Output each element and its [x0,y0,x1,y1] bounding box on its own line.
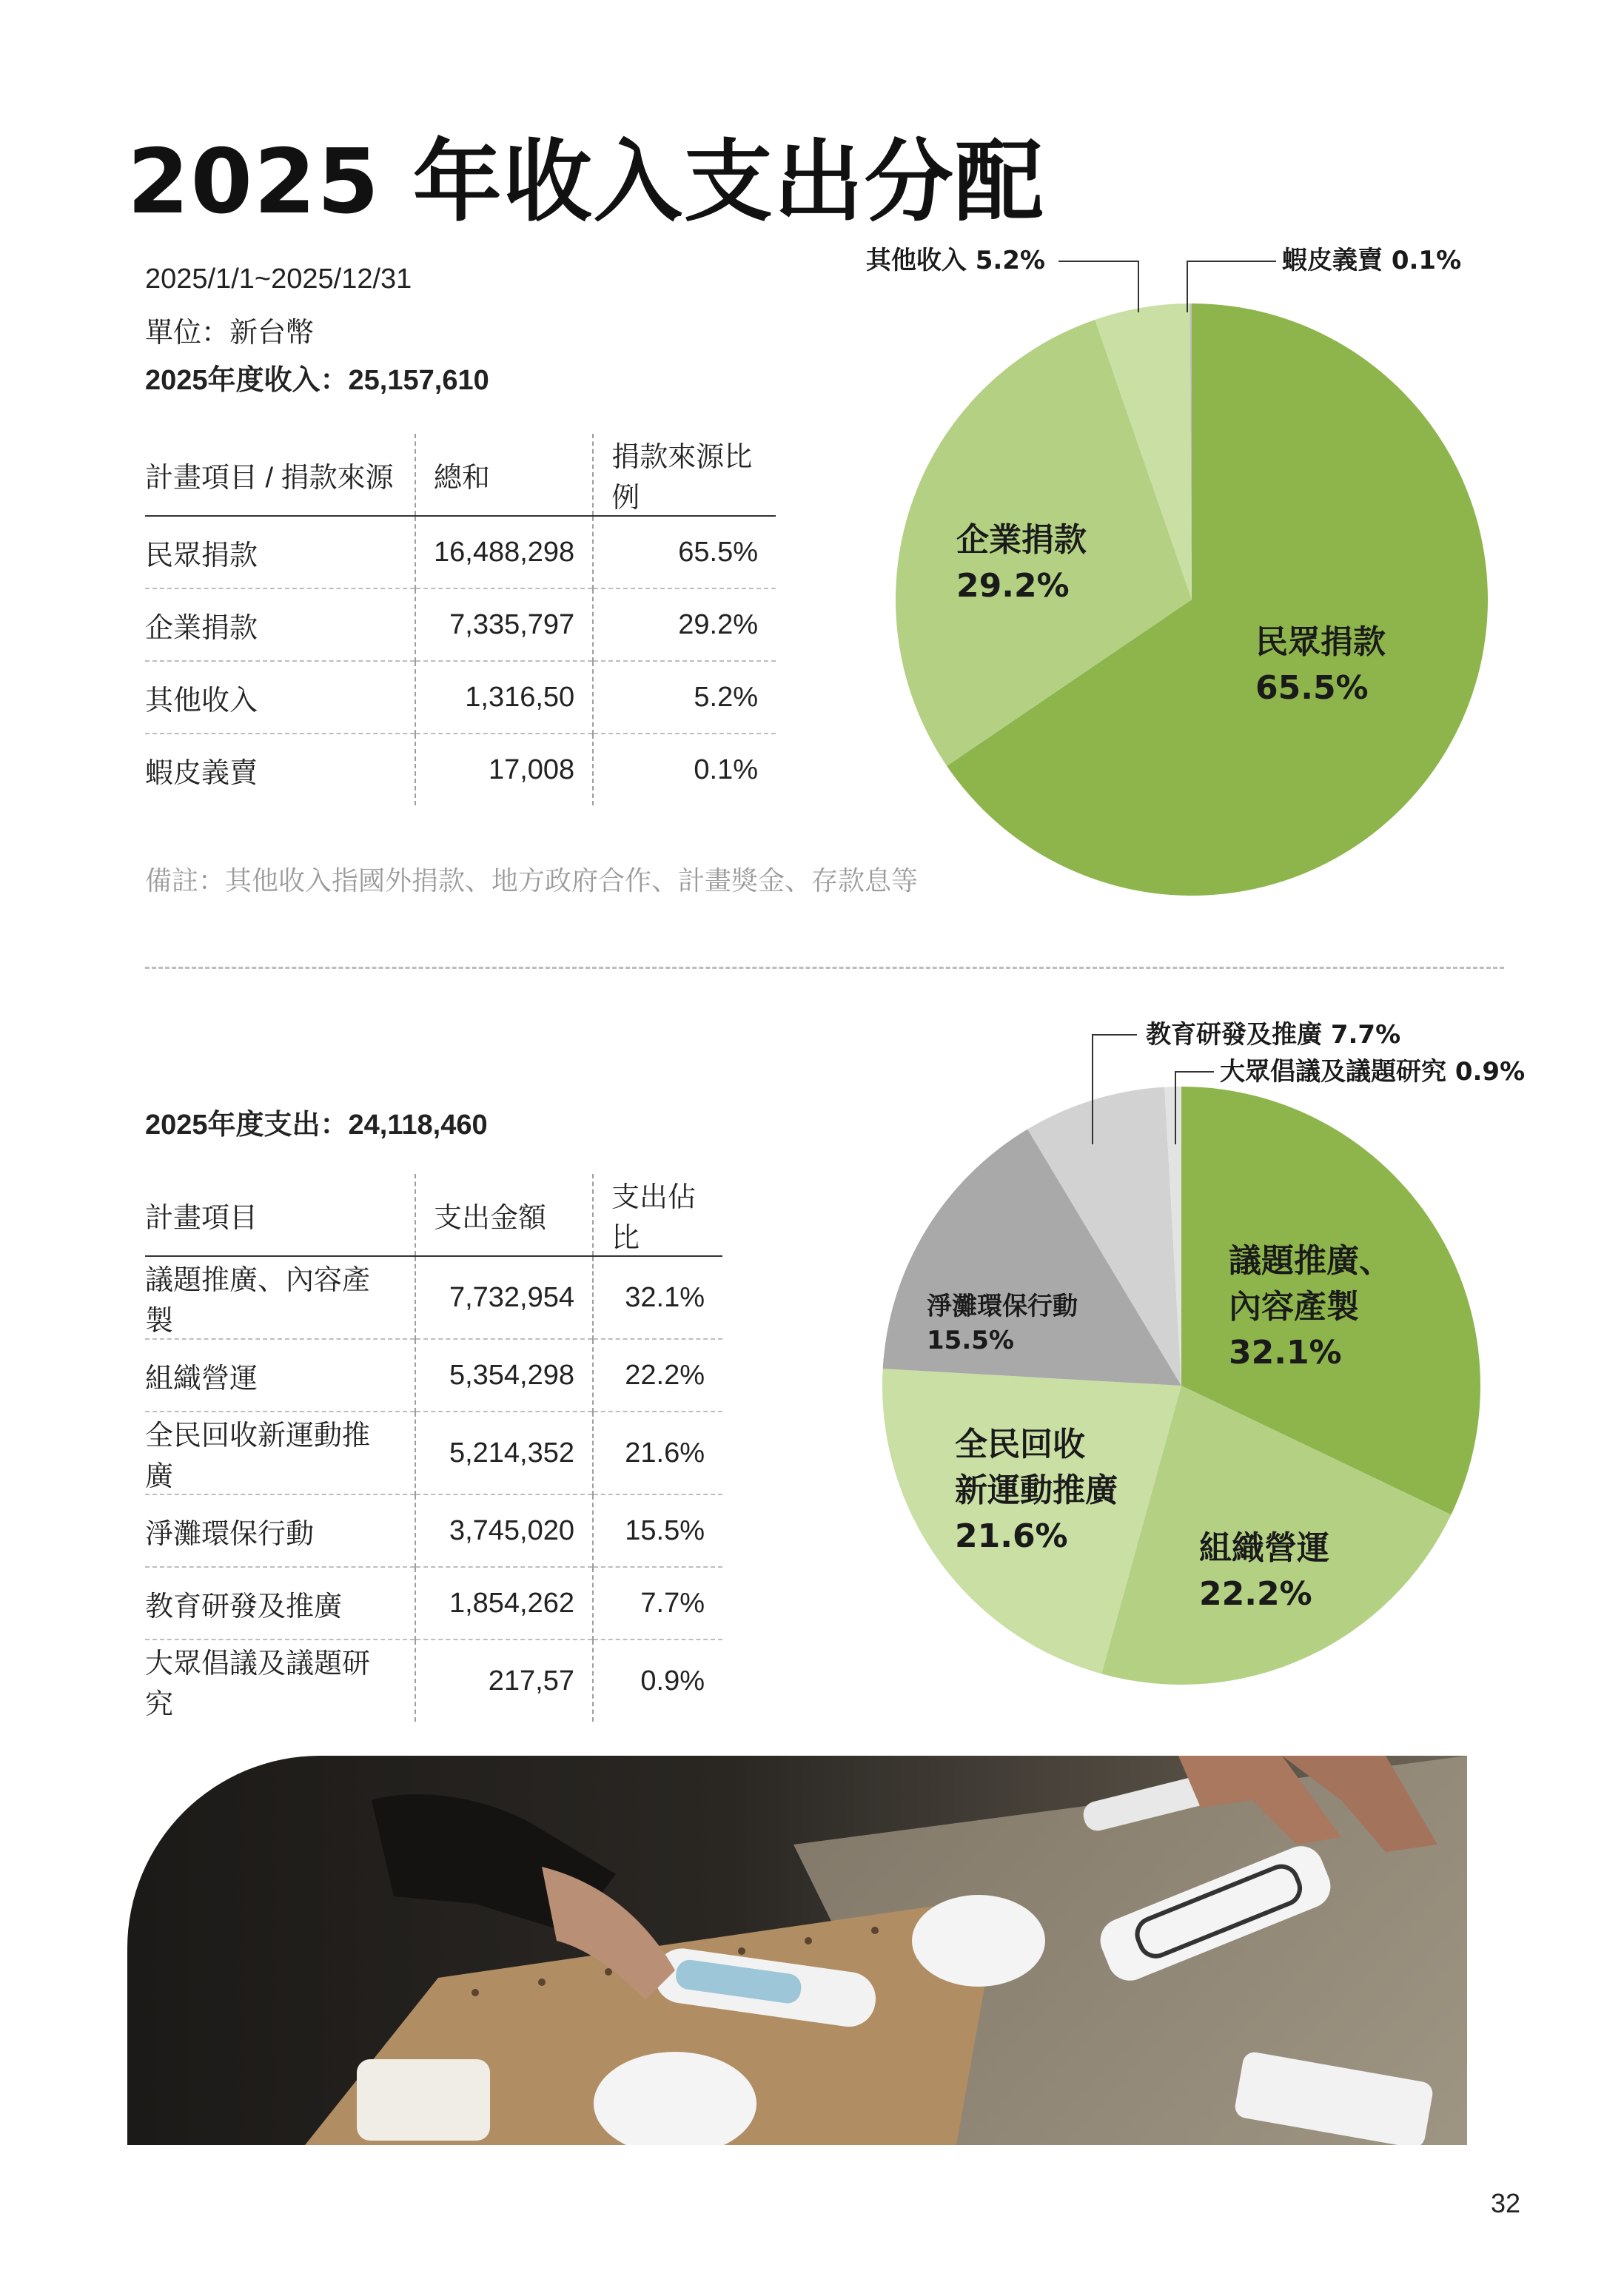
income-pie-chart [814,222,1624,933]
pie-label-text: 15.5% [927,1326,1014,1355]
pie-label-text: 21.6% [955,1517,1068,1555]
pie-label-text: 組織營運 [1199,1529,1329,1567]
income-row-ratio: 0.1% [593,734,776,805]
income-row-name: 民眾捐款 [145,516,415,588]
income-row-total: 17,008 [415,734,593,805]
expense-row-ratio: 15.5% [593,1494,722,1567]
expense-row-ratio: 7.7% [593,1567,722,1640]
section-divider [145,967,1504,969]
pie-label-text: 企業捐款 [956,521,1087,559]
pie-label-text: 民眾捐款 [1255,623,1386,661]
income-note: 備註：其他收入指國外捐款、地方政府合作、計畫獎金、存款息等 [145,865,919,896]
table-row [145,1339,722,1412]
pie-label-text: 新運動推廣 [955,1471,1118,1509]
expense-row-total: 7,732,954 [415,1256,593,1339]
expense-table [145,1174,722,1722]
income-header-total: 總和 [415,434,593,516]
income-row-total: 16,488,298 [415,516,593,588]
income-header-ratio: 捐款來源比例 [593,434,776,516]
expense-row-name: 教育研發及推廣 [145,1567,415,1640]
expense-row-total: 5,214,352 [415,1412,593,1494]
workshop-photo [127,1756,1467,2145]
pie-slice-label [1220,1057,1525,1087]
expense-header-total: 支出金額 [415,1174,593,1256]
income-row-name: 蝦皮義賣 [145,734,415,805]
expense-row-ratio: 0.9% [593,1640,722,1722]
table-row [145,516,776,588]
income-row-ratio: 29.2% [593,588,776,661]
pie-label-text: 22.2% [1199,1575,1312,1613]
expense-row-name: 議題推廣、內容產製 [145,1256,415,1339]
expense-row-ratio: 21.6% [593,1412,722,1494]
expense-header-item: 計畫項目 [145,1174,415,1256]
expense-row-total: 5,354,298 [415,1339,593,1412]
pie-slice-label [1146,1020,1400,1050]
income-row-ratio: 65.5% [678,536,758,568]
pie-label-text: 29.2% [956,567,1070,605]
expense-row-total: 3,745,020 [415,1494,593,1567]
pie-label-text: 32.1% [1229,1334,1342,1372]
expense-row-name: 組織營運 [145,1339,415,1412]
expense-row-name: 全民回收新運動推廣 [145,1412,415,1494]
expense-row-total: 217,57 [415,1640,593,1722]
income-row-ratio: 5.2% [593,661,776,734]
income-row-total: 7,335,797 [415,588,593,661]
expense-row-ratio: 22.2% [593,1339,722,1412]
income-header-item: 計畫項目 / 捐款來源 [145,434,415,516]
income-date-range: 2025/1/1~2025/12/31 [145,264,412,295]
callout-line [1058,261,1138,312]
pie-label-text: 大眾倡議及議題研究 0.9% [1220,1057,1526,1087]
income-row-name: 企業捐款 [145,588,415,661]
expense-row-total: 1,854,262 [415,1567,593,1640]
expense-row-ratio: 32.1% [625,1281,705,1313]
income-unit: 單位：新台幣 [145,318,315,349]
pie-label-text: 議題推廣、 [1229,1242,1392,1280]
expense-header-ratio: 支出佔比 [593,1174,722,1256]
pie-label-text: 65.5% [1255,669,1369,707]
page-number: 32 [1491,2188,1521,2218]
pie-label-text: 淨灘環保行動 [927,1292,1078,1321]
income-row-name: 其他收入 [145,661,415,734]
table-row [145,1256,722,1339]
income-total: 2025年度收入：25,157,610 [145,365,489,396]
pie-label-text: 全民回收 [955,1426,1085,1463]
income-table [145,434,776,805]
table-row [145,661,776,734]
pie-label-text: 教育研發及推廣 7.7% [1146,1020,1401,1050]
pie-slice-label [1282,246,1461,275]
expense-row-name: 淨灘環保行動 [145,1494,415,1567]
table-row [145,1640,722,1722]
expense-pie-chart [814,984,1624,1725]
pie-slice-label [866,246,1045,275]
table-row [145,734,776,805]
pie-label-text: 其他收入 5.2% [865,246,1045,275]
page-title: 2025 年收入支出分配 [127,131,1045,234]
pie-label-text: 蝦皮義賣 0.1% [1282,246,1462,275]
pie-label-text: 內容產製 [1229,1288,1359,1326]
expense-total: 2025年度支出：24,118,460 [145,1110,488,1141]
income-row-total: 1,316,50 [415,661,593,734]
table-row [145,588,776,661]
table-row [145,1494,722,1567]
expense-row-name: 大眾倡議及議題研究 [145,1640,415,1722]
table-row [145,1412,722,1494]
table-row [145,1567,722,1640]
